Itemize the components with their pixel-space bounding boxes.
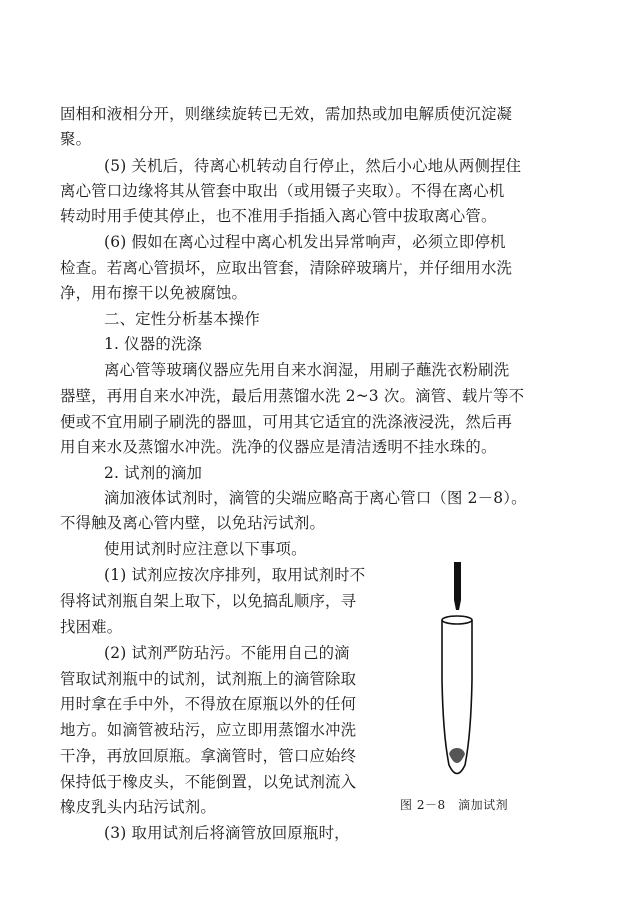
- text-line: (6) 假如在离心过程中离心机发出异常响声，必须立即停机: [104, 233, 506, 251]
- text-line: 固相和液相分开，则继续旋转已无效，需加热或加电解质使沉淀凝: [60, 105, 513, 123]
- text-line: 净，用布擦干以免被腐蚀。: [60, 284, 248, 302]
- text-line: 不得触及离心管内壁，以免玷污试剂。: [60, 514, 326, 532]
- subsection-heading: 1. 仪器的洗涤: [104, 335, 203, 353]
- text-line: (3) 取用试剂后将滴管放回原瓶时，: [104, 824, 350, 842]
- dropper-over-centrifuge-tube-icon: [425, 560, 505, 790]
- tube-rim: [442, 616, 472, 624]
- text-line: 滴加液体试剂时，滴管的尖端应略高于离心管口（图 2－8）。: [104, 489, 527, 507]
- text-line: 检查。若离心管损坏，应取出管套，清除碎玻璃片，并仔细用水洗: [60, 259, 513, 277]
- text-line: 管取试剂瓶中的试剂，试剂瓶上的滴管除取: [60, 670, 357, 688]
- figure-caption: 图 2－8 滴加试剂: [400, 798, 509, 812]
- text-line: 离心管口边缘将其从管套中取出（或用镊子夹取）。不得在离心机: [60, 182, 505, 200]
- text-line: 得将试剂瓶自架上取下，以免搞乱顺序，寻: [60, 592, 357, 610]
- text-line: 橡皮乳头内玷污试剂。: [60, 798, 216, 816]
- text-line: 找困难。: [60, 618, 123, 636]
- text-line: (5) 关机后，待离心机转动自行停止，然后小心地从两侧捏住: [104, 157, 522, 175]
- text-line: 便或不宜用刷子刷洗的器皿，可用其它适宜的洗涤液浸洗，然后再: [60, 413, 513, 431]
- reagent-drop: [449, 748, 465, 763]
- text-line: 用时拿在手中外，不得放在原瓶以外的任何: [60, 695, 357, 713]
- dropper-tip: [454, 600, 461, 610]
- dropper-body: [454, 562, 461, 600]
- text-line: 聚。: [60, 130, 92, 148]
- text-line: 地方。如滴管被玷污，应立即用蒸馏水冲洗: [60, 721, 357, 739]
- text-line: 器壁，再用自来水冲洗，最后用蒸馏水洗 2~3 次。滴管、载片等不: [60, 387, 525, 405]
- subsection-heading: 2. 试剂的滴加: [104, 464, 203, 482]
- section-heading: 二、定性分析基本操作: [104, 310, 260, 328]
- text-line: 转动时用手使其停止，也不准用手指插入离心管中拔取离心管。: [60, 207, 497, 225]
- text-line: 干净，再放回原瓶。拿滴管时，管口应始终: [60, 747, 357, 765]
- text-line: 离心管等玻璃仪器应先用自来水润湿，用刷子蘸洗衣粉刷洗: [104, 361, 510, 379]
- text-line: (1) 试剂应按次序排列，取用试剂时不: [104, 566, 366, 584]
- text-line: 用自来水及蒸馏水冲洗。洗净的仪器应是清洁透明不挂水珠的。: [60, 438, 497, 456]
- text-line: 保持低于橡皮头，不能倒置，以免试剂流入: [60, 773, 357, 791]
- text-line: 使用试剂时应注意以下事项。: [104, 540, 307, 558]
- text-line: (2) 试剂严防玷污。不能用自己的滴: [104, 644, 350, 662]
